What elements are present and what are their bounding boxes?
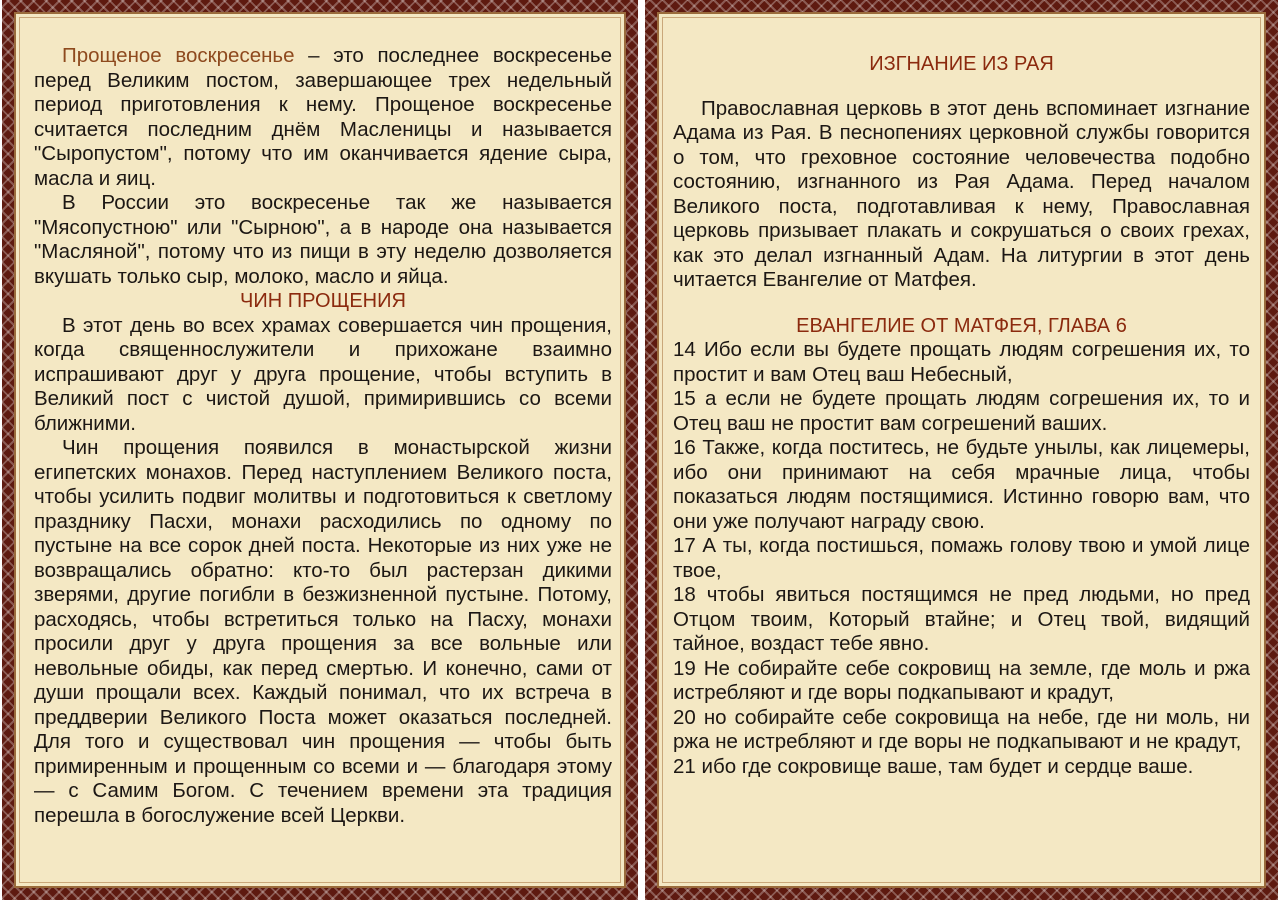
verse-20: 20 но собирайте себе сокровища на небе, где ни моль, ни ржа не истребляют и где воры не подкапывают и не крадут, bbox=[673, 705, 1250, 753]
expulsion-heading: ИЗГНАНИЕ ИЗ РАЯ bbox=[869, 53, 1054, 75]
rite-paragraph-2: Чин прощения появился в монастырской жизни египетских монахов. Перед наступлением Великого поста, чтобы усилить подвиг молитвы и подготовиться к светлому празднику Пасхи, монахи расходились по одному по пустыне на все сорок дней поста. Некоторые из них уже не возвращались обратно: кто-то был растерзан дикими зверями, другие погибли в безжизненной пустыне. Потому, расходясь, чтобы встретиться только на Пасху, монахи просили друг у друга прощения за все вольные или невольные обиды, как перед смертью. И конечно, сами от души прощали всех. Каждый понимал, что их встреча в преддверии Великого Поста может оказаться последней. Для того и существовал чин прощения — чтобы быть примиренным и прощенным со всеми и — благодаря этому — с Самим Богом. С течением времени эта традиция перешла в богослужение всей Церкви. bbox=[34, 436, 612, 827]
verse-18: 18 чтобы явиться постящимся не пред людьми, но пред Отцом твоим, Который втайне; и Отец твой, видящий тайное, воздаст тебе явно. bbox=[673, 583, 1250, 655]
verse-15: 15 а если не будете прощать людям согрешения их, то и Отец ваш не простит вам согрешений ваших. bbox=[673, 387, 1250, 435]
verse-19: 19 Не собирайте себе сокровищ на земле, где моль и ржа истребляют и где воры подкапывают и крадут, bbox=[673, 656, 1250, 704]
left-page bbox=[14, 12, 626, 888]
gospel-heading: ЕВАНГЕЛИЕ ОТ МАТФЕЯ, ГЛАВА 6 bbox=[796, 314, 1127, 337]
right-page bbox=[657, 12, 1266, 888]
left-page-text bbox=[34, 44, 612, 828]
rite-paragraph-1: В этот день во всех храмах совершается чин прощения, когда священнослужители и прихожане взаимно испрашивают друг у друга прощение, чтобы вступить в Великий пост с чистой душой, примирившись со всеми ближними. bbox=[34, 313, 612, 435]
russia-paragraph: В России это воскресенье так же называется "Мясопустною" или "Сырною", а в народе она называется "Масляной", потому что из пищи в эту неделю дозволяется вкушать только сыр, молоко, масло и яйца. bbox=[34, 191, 612, 288]
intro-lead: Прощеное воскресенье bbox=[62, 44, 295, 67]
expulsion-paragraph: Православная церковь в этот день вспоминает изгнание Адама из Рая. В песнопениях церковной службы говорится о том, что греховное состояние человечества подобно состоянию, изгнанного из Рая Адама. Перед началом Великого поста, подготавливая к нему, Православная церковь призывает плакать и сокрушаться о своих грехах, как это делал изгнанный Адам. На литургии в этот день читается Евангелие от Матфея. bbox=[673, 96, 1250, 291]
verse-16: 16 Также, когда поститесь, не будьте унылы, как лицемеры, ибо они принимают на себя мрачные лица, чтобы показаться людям постящимися. Истинно говорю вам, что они уже получают награду свою. bbox=[673, 436, 1250, 533]
rite-heading: ЧИН ПРОЩЕНИЯ bbox=[240, 290, 406, 312]
intro-body: – это последнее воскресенье перед Великим постом, завершающее трех недельный период приготовления к нему. Прощеное воскресенье считается последним днём Масленицы и называется "Сыропустом", потому что им оканчивается ядение сыра, масла и яиц. bbox=[34, 44, 613, 190]
verse-17: 17 А ты, когда постишься, помажь голову твою и умой лице твое, bbox=[673, 534, 1250, 582]
intro-paragraph bbox=[34, 44, 612, 191]
left-panel-border bbox=[2, 0, 638, 900]
verse-14: 14 Ибо если вы будете прощать людям согрешения их, то простит и вам Отец ваш Небесный, bbox=[673, 338, 1250, 386]
right-panel-border bbox=[645, 0, 1278, 900]
verse-21: 21 ибо где сокровище ваше, там будет и сердце ваше. bbox=[673, 754, 1194, 778]
right-page-text bbox=[673, 44, 1250, 779]
